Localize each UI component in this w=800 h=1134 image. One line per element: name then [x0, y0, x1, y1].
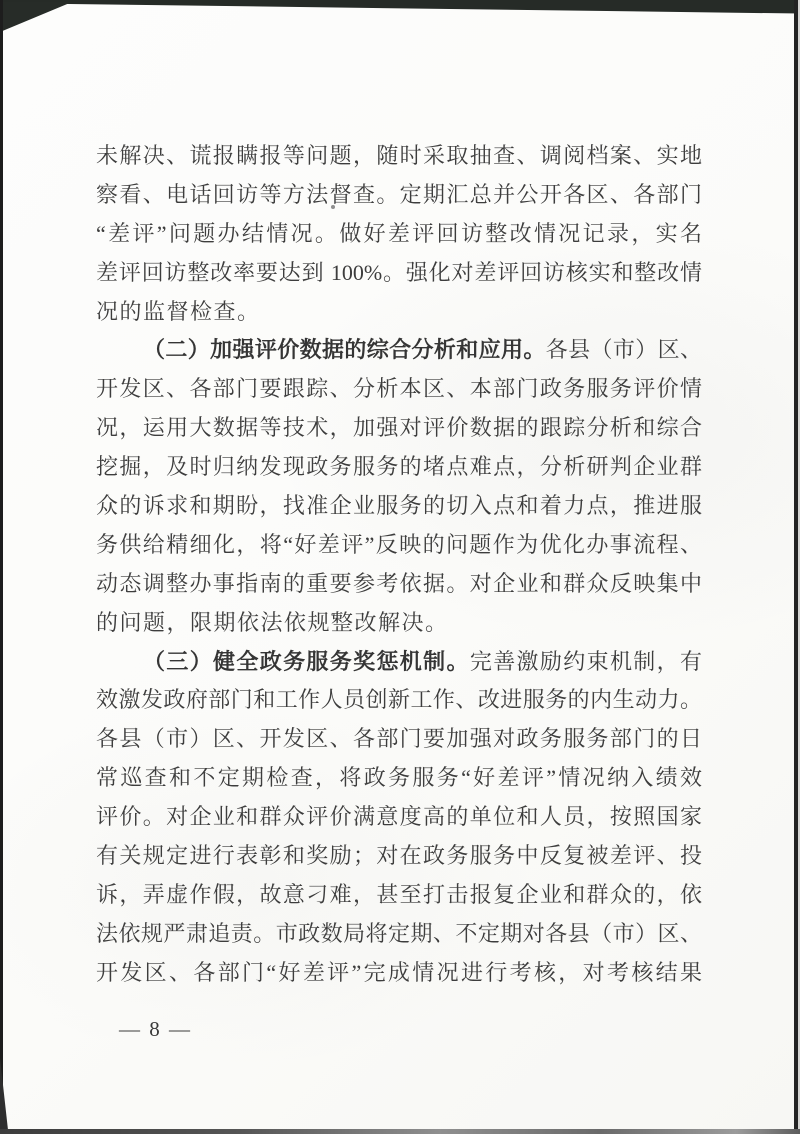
- text-line: 况的监督检查。: [96, 298, 261, 324]
- text-line: 开发区、各部门“好差评”完成情况进行考核，对考核结果: [96, 959, 702, 985]
- text-line: 法依规严肃追责。市政数局将定期、不定期对各县（市）区、: [96, 920, 702, 946]
- text-line: 各县（市）区、开发区、各部门要加强对政务服务部门的日: [96, 726, 702, 752]
- document-body: [96, 137, 702, 993]
- text-line: 动态调整办事指南的重要参考依据。对企业和群众反映集中: [96, 570, 702, 596]
- scan-edge-left: [0, 0, 3, 1134]
- scan-edge-top: [0, 0, 800, 14]
- scan-edge-bottom: [0, 1129, 800, 1134]
- text-line: 众的诉求和期盼，找准企业服务的切入点和着力点，推进服: [96, 493, 702, 519]
- text-line: 效激发政府部门和工作人员创新工作、改进服务的内生动力。: [96, 687, 702, 713]
- page-number: — 8 —: [119, 1017, 192, 1041]
- text-line: 有关规定进行表彰和奖励；对在政务服务中反复被差评、投: [96, 843, 702, 869]
- text-line: 开发区、各部门要跟踪、分析本区、本部门政务服务评价情: [96, 376, 702, 402]
- text-line: 评价。对企业和群众评价满意度高的单位和人员，按照国家: [96, 804, 702, 830]
- text-line: 常巡查和不定期检查，将政务服务“好差评”情况纳入绩效: [96, 765, 702, 791]
- section-heading: （三）健全政务服务奖惩机制。: [143, 648, 470, 674]
- section-heading: （二）加强评价数据的综合分析和应用。: [143, 337, 546, 363]
- text-line: 差评回访整改率要达到 100%。强化对差评回访核实和整改情: [96, 259, 702, 285]
- scan-edge-top-left-wedge: [0, 2, 72, 32]
- text-line: 未解决、谎报瞒报等问题，随时采取抽查、调阅档案、实地: [96, 143, 702, 168]
- text-line: 的问题，限期依法依规整改解决。: [96, 609, 449, 635]
- text-line: 察看、电话回访等方法督查。定期汇总并公开各区、各部门: [96, 181, 702, 207]
- scan-edge-bottom-left-wedge: [0, 1058, 8, 1130]
- text-line: “差评”问题办结情况。做好差评回访整改情况记录，实名: [96, 220, 702, 246]
- text-line: 挖掘，及时归纳发现政务服务的堵点难点，分析研判企业群: [96, 454, 702, 480]
- text-line: （三）健全政务服务奖惩机制。完善激励约束机制，有: [143, 648, 702, 674]
- text-line: 务供给精细化，将“好差评”反映的问题作为优化办事流程、: [96, 531, 702, 557]
- text-line: 诉，弄虚作假，故意刁难，甚至打击报复企业和群众的，依: [96, 881, 702, 907]
- text-line: 况，运用大数据等技术，加强对评价数据的跟踪分析和综合: [96, 415, 702, 441]
- text-line: （二）加强评价数据的综合分析和应用。各县（市）区、: [143, 337, 702, 363]
